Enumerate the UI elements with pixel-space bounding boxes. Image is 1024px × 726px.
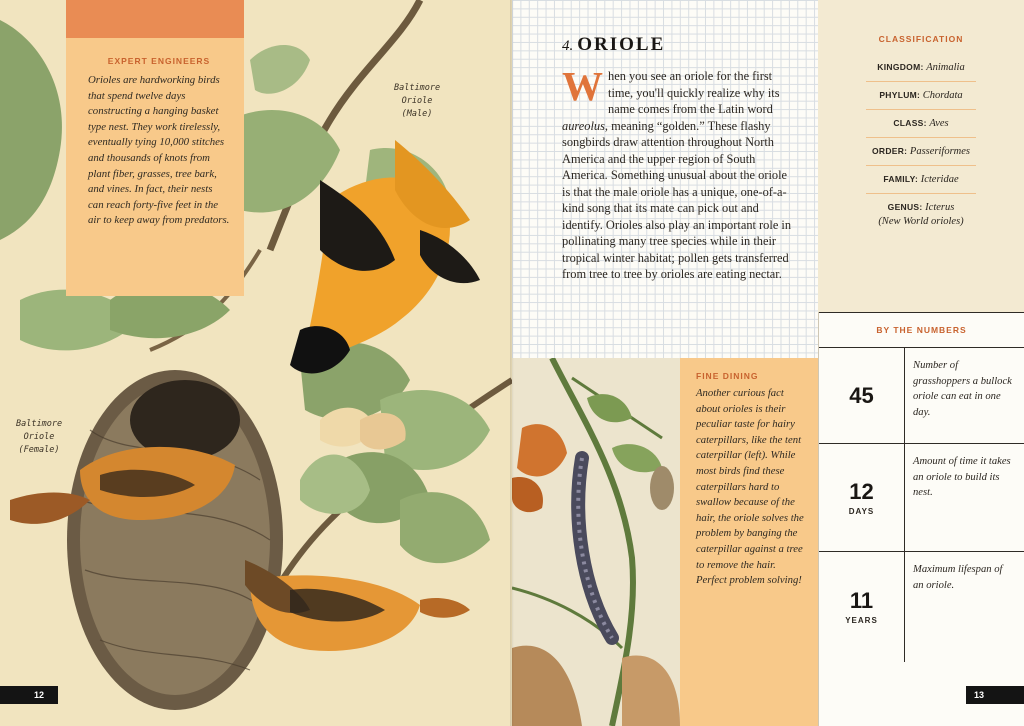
class-key: FAMILY: — [883, 174, 919, 184]
class-value: Passeriformes — [909, 146, 971, 157]
article-body-end: , meaning “golden.” These flashy songbirds draw attention throughout North America and the upper region of South America. Something unusual about the oriole is that the male oriole has a unique, one-of-a-kind song that its mate can pick out and identify. Orioles also play an important role in pollinating many tree species while in their tropical winter habitat; pollen gets transferred from tree to tree by orioles are eating nectar. — [562, 118, 792, 281]
number-row — [819, 348, 1024, 444]
page-number-right: 13 — [966, 686, 1024, 704]
class-key: CLASS: — [893, 118, 927, 128]
stat-unit: DAYS — [848, 506, 875, 516]
stat-number: 12 — [849, 478, 874, 504]
class-value: Aves — [929, 118, 949, 129]
female-oriole-caption — [16, 418, 62, 457]
number-row — [819, 444, 1024, 552]
article-number: 4. — [562, 38, 574, 54]
sidebar-body: Orioles are hardworking birds that spend twelve days constructing a hanging basket type nest. They work tirelessly, eventually tying 10,000 stitches and thousands of knots from plant fiber, grasses, tree bark, and vines. In fact, their nests can reach forty-five feet in the air to keep away from predators. — [88, 74, 230, 227]
class-key: ORDER: — [871, 146, 908, 156]
class-key: KINGDOM: — [877, 62, 924, 72]
caption-line: Oriole — [401, 96, 433, 106]
fine-dining-heading: FINE DINING — [696, 371, 759, 381]
latin-word: aureolus — [562, 118, 605, 133]
caption-line: Baltimore — [16, 419, 63, 429]
number-cell — [819, 444, 905, 551]
classification-row — [866, 144, 976, 166]
caption-line: Baltimore — [394, 83, 441, 93]
stat-description: Amount of time it takes an oriole to build its nest. — [913, 456, 1011, 499]
class-value-extra: (New World orioles) — [878, 216, 964, 227]
class-value: Icterus — [925, 202, 955, 213]
by-the-numbers-heading: BY THE NUMBERS — [819, 312, 1024, 348]
sidebar-heading: EXPERT ENGINEERS — [107, 56, 211, 66]
caption-line: (Male) — [401, 109, 433, 119]
caption-line: Oriole — [23, 432, 55, 442]
class-value: Animalia — [926, 62, 965, 73]
stat-unit: YEARS — [845, 616, 878, 625]
classification-row — [866, 116, 976, 138]
stat-number: 45 — [849, 382, 874, 408]
article-body — [562, 63, 794, 283]
article-title — [562, 34, 794, 56]
fine-dining-body: Another curious fact about orioles is their peculiar taste for hairy caterpillars, like the tent caterpillar (left). While most birds find these caterpillars hard to swallow because of the hair, the oriole solves the problem by banging the caterpillar against a tree to remove the hair. Perfect problem solving! — [696, 387, 804, 587]
classification-row — [866, 88, 976, 110]
number-row — [819, 552, 1024, 662]
decorative-header-strip — [66, 0, 244, 38]
by-the-numbers-panel — [818, 312, 1024, 726]
classification-row — [866, 200, 976, 235]
class-key: PHYLUM: — [879, 90, 921, 100]
article-body-start: hen you see an oriole for the first time, you'll quickly realize why its name comes from the Latin word — [608, 69, 780, 116]
caterpillar-illustration — [512, 358, 680, 726]
stat-description: Maximum lifespan of an oriole. — [913, 564, 1003, 591]
number-cell — [819, 552, 905, 662]
number-cell — [819, 348, 905, 443]
drop-cap: W — [562, 63, 603, 109]
page-number-left: 12 — [0, 686, 58, 704]
class-key: GENUS: — [887, 202, 923, 212]
right-page — [512, 0, 1024, 726]
expert-engineers-sidebar — [66, 38, 244, 296]
classification-panel — [818, 0, 1024, 312]
caption-line: (Female) — [18, 445, 60, 455]
classification-row — [866, 60, 976, 82]
fine-dining-sidebar — [680, 358, 818, 726]
article-panel — [512, 0, 818, 358]
stat-description: Number of grasshoppers a bullock oriole can eat in one day. — [913, 360, 1012, 418]
male-oriole-caption — [394, 82, 440, 121]
class-value: Icteridae — [920, 174, 959, 185]
classification-row — [866, 172, 976, 194]
article-title-text: ORIOLE — [577, 34, 666, 55]
class-value: Chordata — [922, 90, 963, 101]
classification-heading: CLASSIFICATION — [878, 34, 964, 44]
stat-number: 11 — [849, 588, 874, 613]
book-gutter — [510, 0, 514, 726]
